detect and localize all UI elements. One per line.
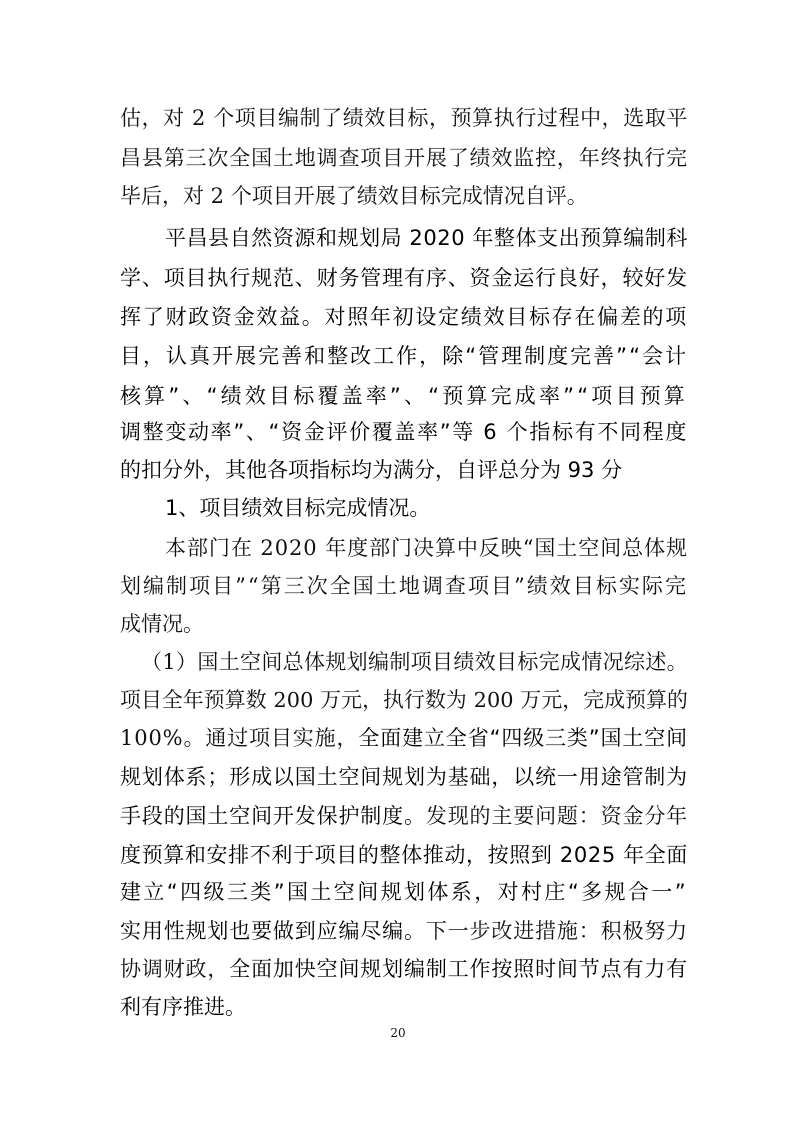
text-segment: 全面加快空间规划编制工作按照时间节点有力有 [229,957,688,981]
text-line [120,343,688,369]
text-segment: 度预算和安排不利于项目的整体推动，按照到 2025 年全面 [120,843,688,867]
page-number: 20 [390,1026,406,1040]
text-segment: 全面建立全省“四级三类”国土空间 [358,726,688,750]
text-line [120,145,688,171]
text-line [120,994,688,1020]
text-line [120,879,688,905]
text-segment: 下一步改进措施：积极努力 [425,919,688,943]
text-line [120,304,688,330]
text-line [120,573,688,599]
text-line [120,725,688,751]
text-segment: 划编制项目”“第三次全国土地调查项目”绩效目标实际完 [120,574,688,598]
text-line [141,649,688,675]
text-line [120,611,688,637]
text-line [120,956,688,982]
text-segment: 学、项目执行规范、财务管理有序、资金运行良好，较好发 [120,266,688,290]
text-segment: 目，认真开展完善和整改工作，除“管理制度完善”“会计 [120,344,688,368]
text-line [120,419,688,445]
text-segment: 100%。通过项目实施， [120,726,359,750]
text-segment: 发现的主要问题：资金分年 [425,804,688,828]
text-line [120,842,688,868]
text-segment: 手段的国土空间开发保护制度。 [120,804,426,828]
text-segment: 挥了财政资金效益。对照年初设定绩效目标存在偏差的项 [120,305,688,329]
text-segment: 调整变动率”、“资金评价覆盖率”等 6 个指标有不同程度 [120,420,688,444]
text-line [120,687,688,713]
text-segment: 1、项目绩效目标完成情况。 [165,496,431,520]
text-segment: 平昌县自然资源和规划局 2020 年整体支出预算编制科 [165,226,688,250]
text-segment: 实用性规划也要做到应编尽编。 [120,919,426,943]
text-line [165,535,688,561]
text-segment: 利有序推进。 [120,995,246,1019]
text-line [165,225,688,251]
text-segment: 规划体系；形成以国土空间规划为基础，以统一用途管制为 [120,765,688,789]
text-segment: 协调财政， [120,957,230,981]
text-segment: （1）国土空间总体规划编制项目绩效目标完成情况综述。 [141,650,688,674]
text-line [120,764,688,790]
text-segment: 昌县第三次全国土地调查项目开展了绩效监控，年终执行完 [120,146,688,170]
text-line [120,457,688,483]
text-segment: 建立“四级三类”国土空间规划体系，对村庄“多规合一” [120,880,688,904]
text-segment: 估，对 2 个项目编制了绩效目标，预算执行过程中，选取平 [120,106,688,130]
text-line [120,383,688,409]
text-line [120,803,688,829]
text-line [120,183,688,209]
text-segment: 项目全年预算数 200 万元，执行数为 200 万元，完成预算的 [120,688,688,712]
text-segment: 成情况。 [120,612,204,636]
text-segment: 本部门在 2020 年度部门决算中反映“国土空间总体规 [165,536,688,560]
text-line [120,918,688,944]
text-segment: 毕后，对 2 个项目开展了绩效目标完成情况自评。 [120,184,588,208]
text-line [165,495,688,521]
text-line [120,265,688,291]
text-segment: 的扣分外，其他各项指标均为满分，自评总分为 93 分 [120,458,623,482]
text-line [120,105,688,131]
text-segment: 核算”、“绩效目标覆盖率”、“预算完成率”“项目预算 [120,384,688,408]
